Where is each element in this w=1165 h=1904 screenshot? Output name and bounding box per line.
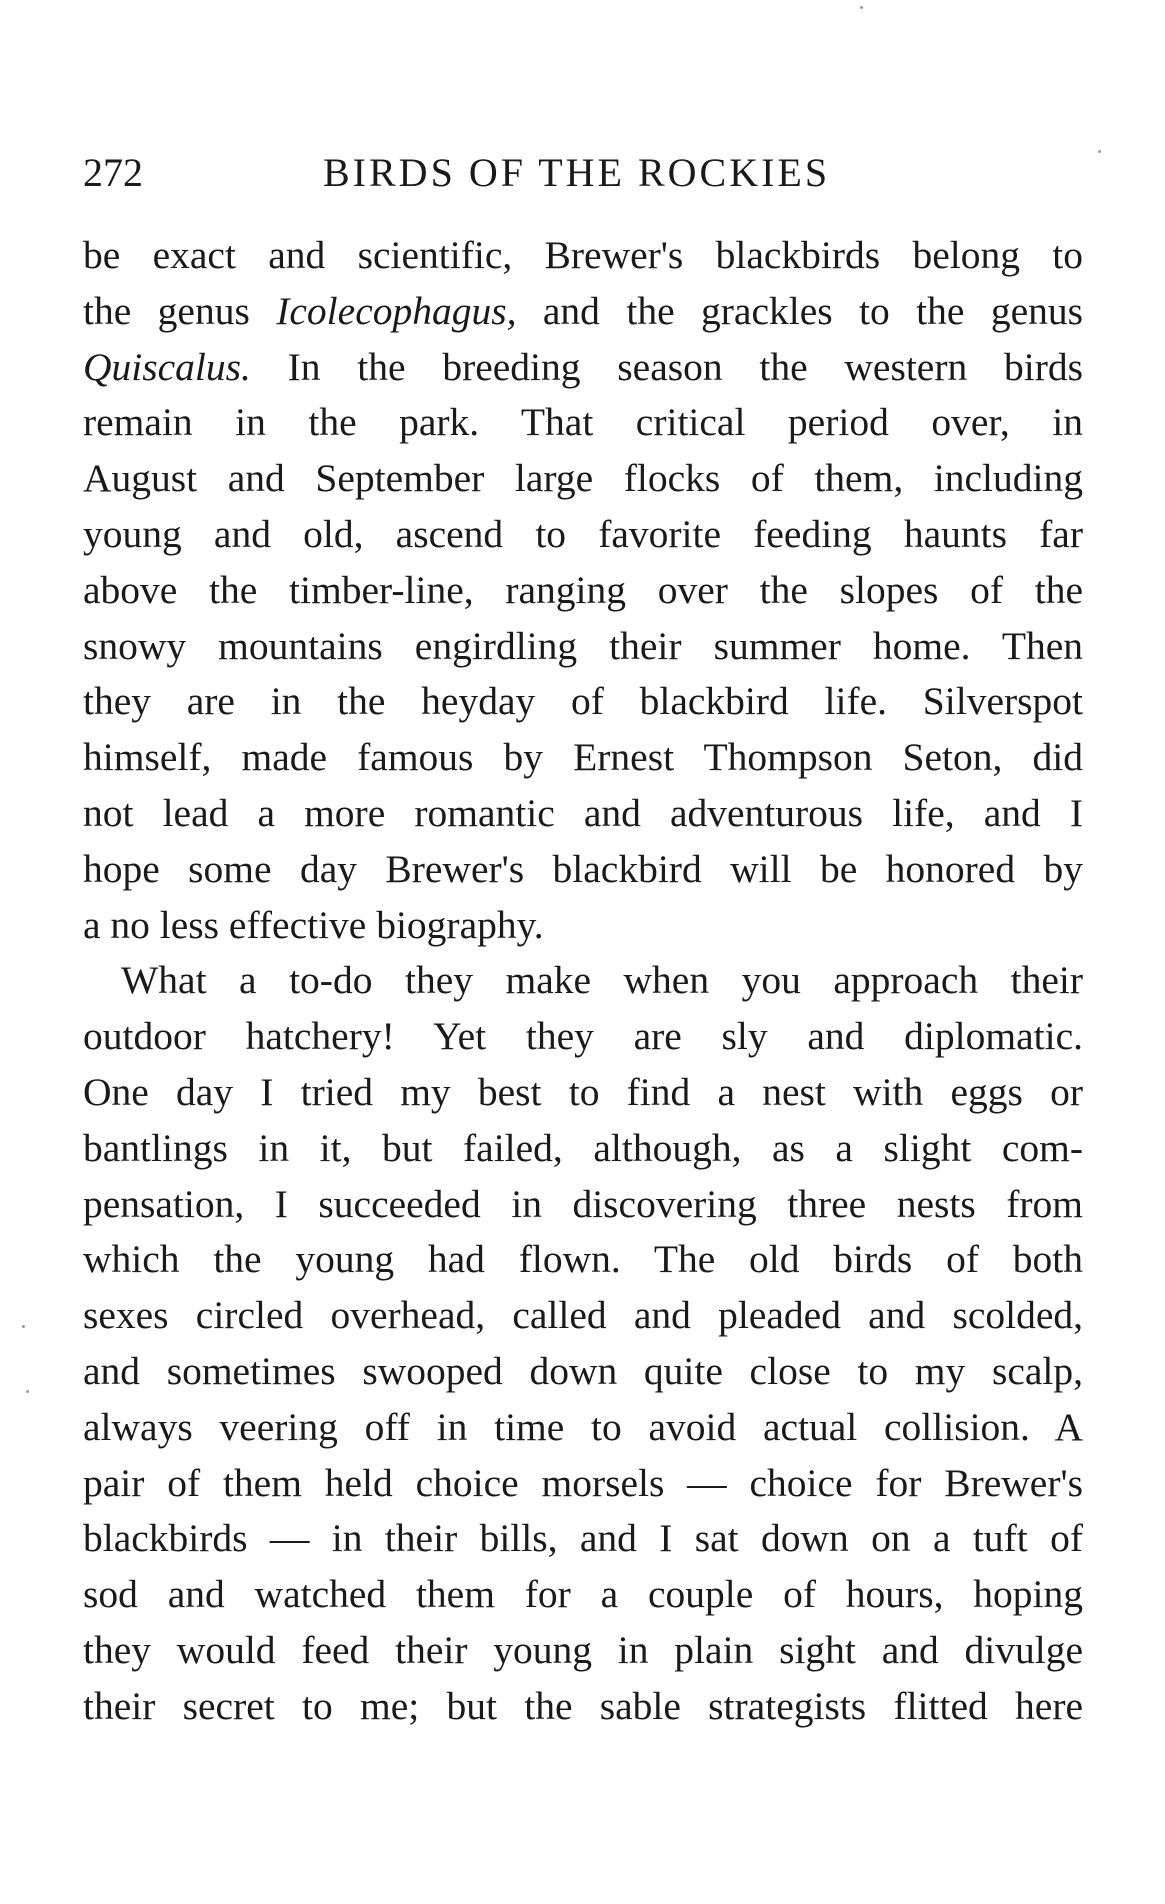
page-header — [83, 148, 1083, 198]
text-line: himself, made famous by Ernest Thompson Seton, did — [83, 735, 1083, 780]
paper-speck — [22, 1325, 25, 1328]
text-line: pensation, I succeeded in discovering three nests from — [83, 1181, 1083, 1226]
text-line: which the young had flown. The old birds of both — [83, 1237, 1083, 1282]
text-line: be exact and scientific, Brewer's blackbirds belong to — [83, 233, 1083, 277]
text-line: pair of them held choice morsels — choice for Brewer's — [83, 1460, 1083, 1505]
running-title: BIRDS OF THE ROCKIES — [323, 150, 831, 195]
text-line: hope some day Brewer's blackbird will be honored by — [83, 846, 1083, 891]
text-line: remain in the park. That critical period over, in — [83, 400, 1083, 445]
text-line: One day I tried my best to find a nest with eggs or — [83, 1069, 1083, 1114]
italic-genus-name: Icolecophagus, — [276, 288, 517, 333]
text-line: bantlings in it, but failed, although, as a slight com- — [83, 1125, 1083, 1170]
text-line: they are in the heyday of blackbird life. Silverspot — [83, 679, 1083, 724]
text-line: outdoor hatchery! Yet they are sly and diplomatic. — [83, 1014, 1083, 1059]
text-line: sexes circled overhead, called and pleaded and scolded, — [83, 1293, 1083, 1338]
text-line: above the timber-line, ranging over the slopes of the — [83, 567, 1083, 612]
page-number: 272 — [83, 150, 143, 195]
text-line: their secret to me; but the sable strategists flitted here — [83, 1683, 1083, 1728]
text-line: blackbirds — in their bills, and I sat down on a tuft of — [83, 1516, 1083, 1561]
paper-speck — [1098, 150, 1101, 153]
paper-speck — [860, 6, 863, 9]
text-line: they would feed their young in plain sight and divulge — [83, 1627, 1083, 1672]
paragraph-first-line: What a to-do they make when you approach their — [121, 958, 1083, 1003]
text-line: the genus Icolecophagus, and the grackles to the genus — [83, 288, 1083, 333]
text-line: and sometimes swooped down quite close to my scalp, — [83, 1348, 1083, 1393]
text-line: young and old, ascend to favorite feeding haunts far — [83, 511, 1083, 556]
paragraph-last-line: a no less effective biography. — [83, 902, 544, 947]
text-line: snowy mountains engirdling their summer home. Then — [83, 623, 1083, 668]
text-line: not lead a more romantic and adventurous life, and I — [83, 790, 1083, 835]
text-line: always veering off in time to avoid actual collision. A — [83, 1404, 1083, 1449]
paper-speck — [26, 1390, 29, 1393]
body-text — [83, 228, 1083, 1735]
text-line: Quiscalus. In the breeding season the western birds — [83, 344, 1083, 389]
text-line: August and September large flocks of them, including — [83, 456, 1083, 501]
italic-genus-name: Quiscalus. — [83, 344, 251, 389]
text-line: sod and watched them for a couple of hours, hoping — [83, 1572, 1083, 1617]
